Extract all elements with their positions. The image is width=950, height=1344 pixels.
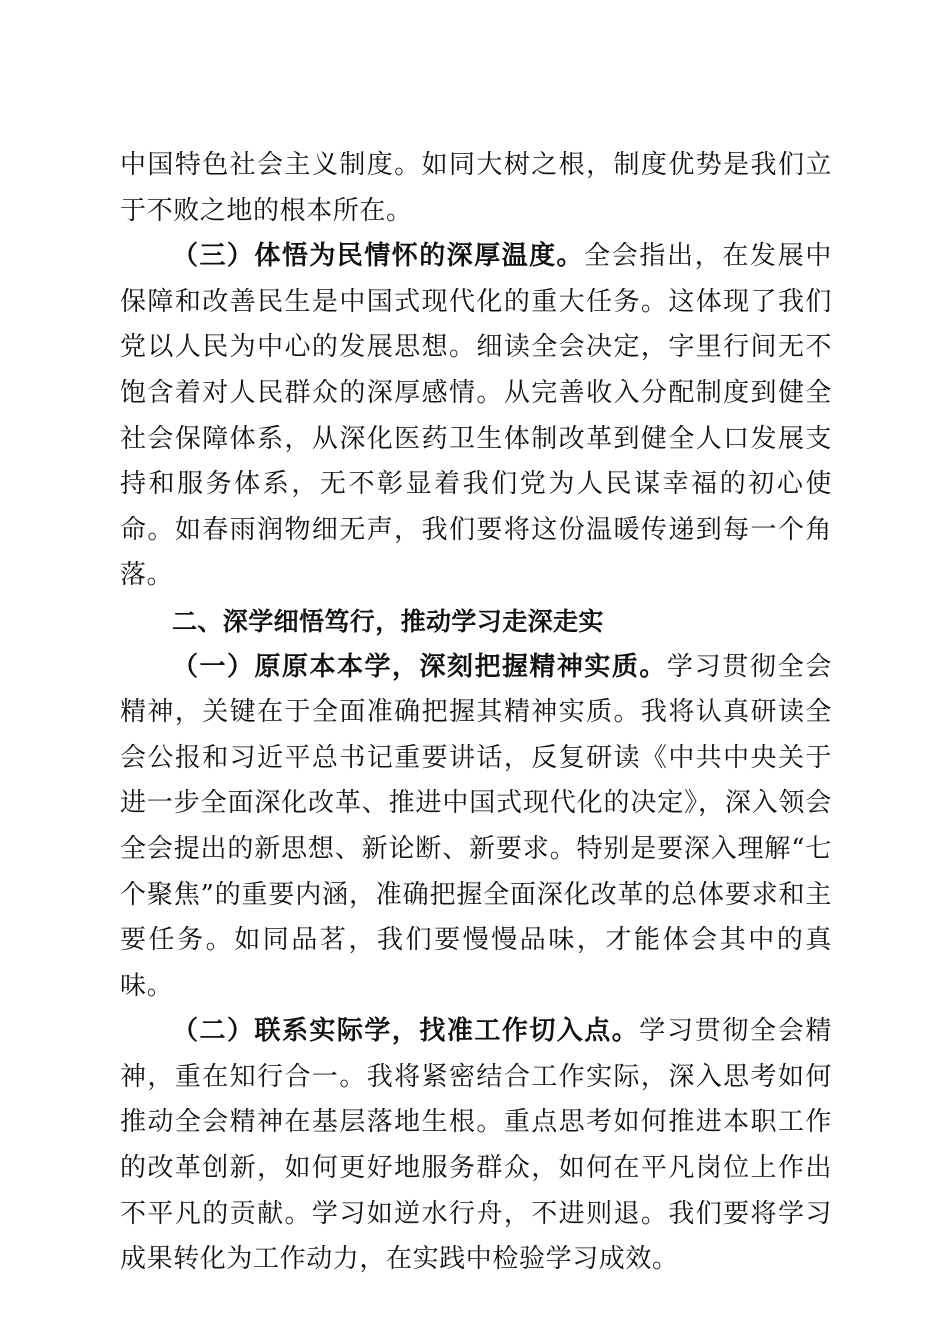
paragraph-point-three <box>120 234 832 599</box>
paragraph-lead-text: （三）体悟为民情怀的深厚温度。 <box>172 241 585 272</box>
document-body <box>120 143 832 1283</box>
paragraph-continuation <box>120 143 832 234</box>
paragraph-point-two <box>120 1009 832 1283</box>
paragraph-body-text: 全会指出，在发展中保障和改善民生是中国式现代化的重大任务。这体现了我们党以人民为中心的发展思想。细读全会决定，字里行间无不饱含着对人民群众的深厚感情。从完善收入分配制度到健全社会保障体系，从深化医药卫生体制改革到健全人口发展支持和服务体系，无不彰显着我们党为人民谋幸福的初心使命。如春雨润物细无声，我们要将这份温暖传递到每一个角落。 <box>120 241 832 591</box>
paragraph-lead-text: （一）原原本本学，深刻把握精神实质。 <box>172 651 667 682</box>
section-heading: 二、深学细悟笃行，推动学习走深走实 <box>172 606 604 636</box>
paragraph-body-text: 学习贯彻全会精神，重在知行合一。我将紧密结合工作实际，深入思考如何推动全会精神在基层落地生根。重点思考如何推进本职工作的改革创新，如何更好地服务群众，如何在平凡岗位上作出不平凡的贡献。学习如逆水行舟，不进则退。我们要将学习成果转化为工作动力，在实践中检验学习成效。 <box>120 1016 832 1275</box>
paragraph-body-text: 学习贯彻全会精神，关键在于全面准确把握其精神实质。我将认真研读全会公报和习近平总书记重要讲话，反复研读《中共中央关于进一步全面深化改革、推进中国式现代化的决定》，深入领会全会提出的新思想、新论断、新要求。特别是要深入理解“七个聚焦”的重要内涵，准确把握全面深化改革的总体要求和主要任务。如同品茗，我们要慢慢品味，才能体会其中的真味。 <box>120 651 832 1001</box>
paragraph-body-text: 中国特色社会主义制度。如同大树之根，制度优势是我们立于不败之地的根本所在。 <box>120 150 832 226</box>
paragraph-lead-text: （二）联系实际学，找准工作切入点。 <box>172 1016 640 1047</box>
paragraph-point-one <box>120 645 832 1010</box>
